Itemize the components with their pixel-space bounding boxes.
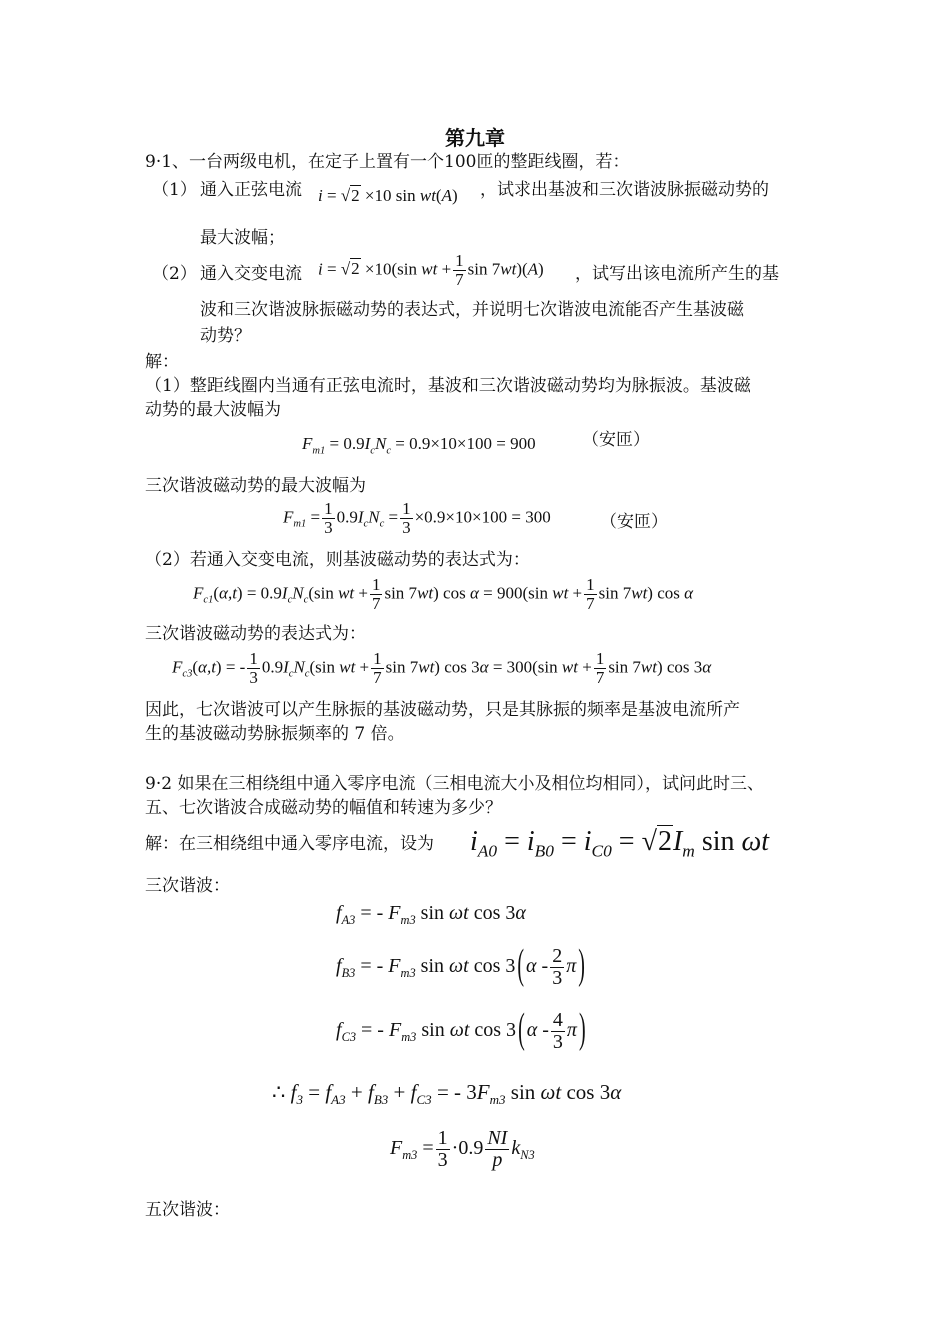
eq-fB3: $f_{B3}$ = - $F_{m3}$ sin ωt cos 3 ( α - $\frac{2}{3}$ π ) (336, 942, 585, 989)
eq-f3-sum: ∴ $f_3 = f_{A3} + f_{B3} + f_{C3}$ = - $3F_{m3}$ sin ωt cos 3α (272, 1080, 622, 1108)
q91-p2-text-d: 动势？ (200, 326, 251, 346)
eq-zero-sequence-current: $i_{A0} = i_{B0} = i_{C0} = √2I_m$ sin ωt (470, 826, 770, 861)
third-harmonic-label: 三次谐波： (145, 876, 230, 896)
s2-text-c: 因此，七次谐波可以产生脉振的基波磁动势，只是其脉振的频率是基波电流所产 (145, 700, 740, 720)
solution-label-1: 解： (145, 352, 179, 372)
eq-fundamental-expression: $F_{c1}(\alpha,t) = 0.9I_cN_c(\sin$ wt + $\frac{1}{7}$ sin 7wt) cos α = 900(sin wt + $\frac{1}{7}$ sin 7wt) cos α (193, 575, 694, 613)
s2-text-b: 三次谐波磁动势的表达式为： (145, 624, 366, 644)
eq-third-harmonic-amplitude: $F_{m1}$ = $\frac{1}{3}$ $0.9I_cN_c$ = $\frac{1}{3}$ ×0.9×10×100 = 300 (283, 499, 551, 537)
q91-p2-text-c: 波和三次谐波脉振磁动势的表达式，并说明七次谐波电流能否产生基波磁 (200, 300, 744, 320)
q91-p1-text-a: 通入正弦电流 (200, 180, 302, 200)
q92-solution-text: 解：在三相绕组中通入零序电流，设为 (145, 834, 434, 854)
q91-p2-text-a: 通入交变电流 (200, 264, 302, 284)
eq-Fm3: $F_{m3}$ = $\frac{1}{3}$ ·0.9 $\frac{NI}{p}$ $k_{N3}$ (390, 1127, 535, 1171)
q91-p2-number: （2） (152, 264, 197, 284)
q91-header: 9·1、一台两级电机，在定子上置有一个100匝的整距线圈，若： (145, 152, 630, 172)
s2-text-d: 生的基波磁动势脉振频率的 7 倍。 (145, 724, 405, 744)
q92-header-a: 9·2 如果在三相绕组中通入零序电流（三相电流大小及相位均相同），试问此时三、 (145, 774, 764, 794)
q91-p1-text-c: 最大波幅； (200, 228, 285, 248)
eq-third-harmonic-expression: $F_{c3}(\alpha,t)$ = - $\frac{1}{3}$ $0.9I_cN_c(\sin$ wt + $\frac{1}{7}$ sin 7wt) cos 3α = 300(sin wt + $\frac{1}{7}$ sin 7wt) cos 3α (172, 649, 712, 687)
fifth-harmonic-label: 五次谐波： (145, 1200, 230, 1220)
eq2-unit: （安匝） (600, 512, 668, 532)
s1-text-c: 三次谐波磁动势的最大波幅为 (145, 476, 366, 496)
q91-p2-text-b: ，试写出该电流所产生的基 (575, 264, 779, 284)
chapter-title: 第九章 (445, 126, 505, 150)
eq1-unit: （安匝） (582, 430, 650, 450)
q91-p1-equation: i = √2 ×10 sin wt(A) (318, 186, 458, 205)
eq-fA3: $f_{A3}$ = - $F_{m3}$ sin ωt cos 3α (336, 902, 526, 927)
q91-p1-text-b: ，试求出基波和三次谐波脉振磁动势的 (480, 180, 769, 200)
q91-p2-equation: i = √2 ×10(sin wt + $\frac{1}{7}$ sin 7wt)(A) (318, 251, 544, 289)
eq-fundamental-amplitude: $F_{m1} = 0.9I_cN_c = 0.9\times 10\times 100 = 900$ (302, 434, 536, 457)
eq-fC3: $f_{C3}$ = - $F_{m3}$ sin ωt cos 3 ( α - $\frac{4}{3}$ π ) (336, 1006, 586, 1053)
s1-text-a: （1）整距线圈内当通有正弦电流时，基波和三次谐波磁动势均为脉振波。基波磁 (145, 376, 751, 396)
s1-text-b: 动势的最大波幅为 (145, 400, 281, 420)
s2-text-a: （2）若通入交变电流，则基波磁动势的表达式为： (145, 550, 530, 570)
q91-p1-number: （1） (152, 180, 197, 200)
q92-header-b: 五、七次谐波合成磁动势的幅值和转速为多少？ (145, 798, 502, 818)
